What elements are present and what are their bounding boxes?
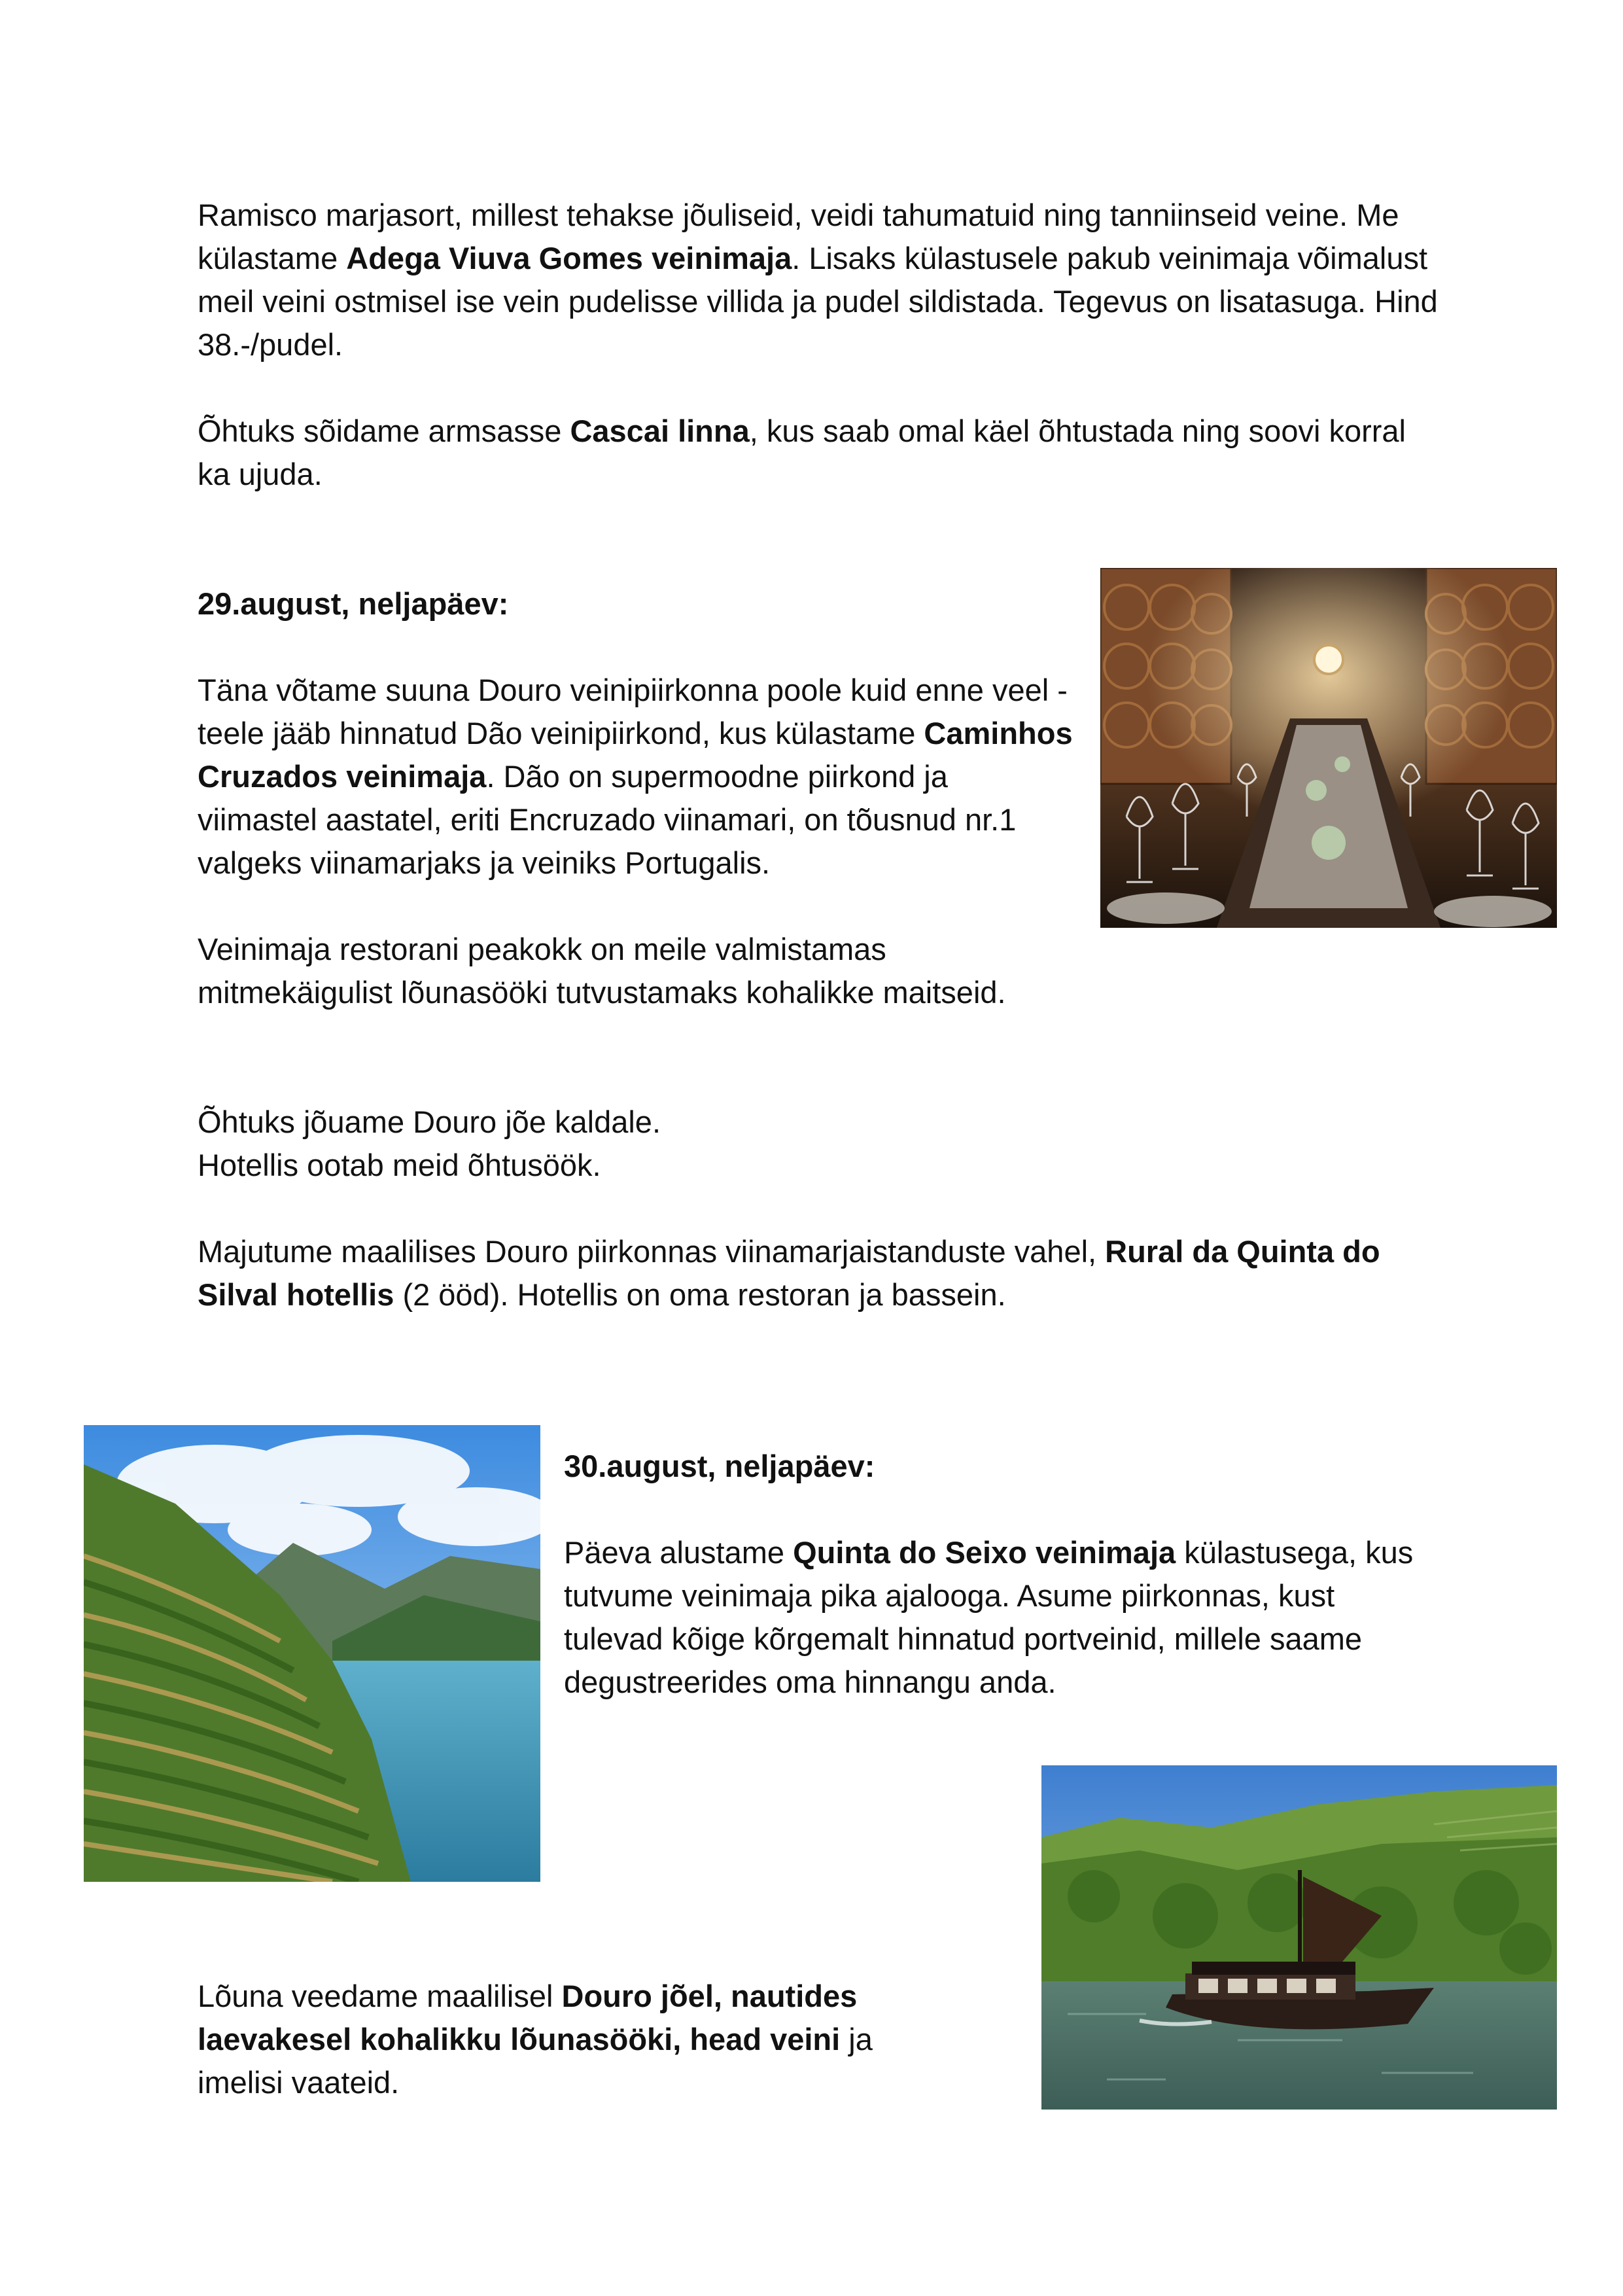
day-29-paragraph-2: Veinimaja restorani peakokk on meile valmistamas mitmekäigulist lõunasööki tutvustamaks kohalikke maitseid. [198, 932, 1006, 1010]
arrival-line: Õhtuks jõuame Douro jõe kaldale. [198, 1104, 661, 1139]
river-lunch-highlight: Douro jõel, nautides laevakesel kohalikku lõunasööki, head veini [198, 1979, 858, 2057]
day-30-heading: 30.august, neljapäev: [564, 1449, 875, 1483]
intro-paragraph-2: Õhtuks sõidame armsasse Cascai linna, kus saab omal käel õhtustada ning soovi korral ka ujuda. [198, 414, 1406, 491]
winery-name-adega: Adega Viuva Gomes veinimaja [346, 241, 792, 275]
vineyard-terraces-photo [84, 1425, 540, 1882]
day-29-heading: 29.august, neljapäev: [198, 586, 509, 621]
day-29-paragraph-1: Täna võtame suuna Douro veinipiirkonna poole kuid enne veel - teele jääb hinnatud Dão veinipiirkond, kus külastame Caminhos Cruzados veinimaja. Dão on supermoodne piirkond ja viimastel aastatel, eriti Encruzado viinamari, on tõusnud nr.1 valgeks viinamarjaks ja veiniks Portugalis. [198, 673, 1073, 880]
hotel-name: Rural da Quinta do Silval hotellis [198, 1234, 1380, 1312]
town-name-cascai: Cascai linna [570, 414, 750, 448]
winery-name-seixo: Quinta do Seixo veinimaja [793, 1535, 1176, 1570]
intro-paragraph-1: Ramisco marjasort, millest tehakse jõuliseid, veidi tahumatuid ning tanniinseid veine. Me külastame Adega Viuva Gomes veinimaja. Lisaks külastusele pakub veinimaja võimalust meil veini ostmisel ise vein pudelisse villida ja pudel sildistada. Tegevus on lisatasuga. Hind 38.-/pudel. [198, 198, 1438, 362]
river-boat-photo [1041, 1765, 1557, 2110]
dinner-line: Hotellis ootab meid õhtusöök. [198, 1148, 601, 1182]
winery-name-caminhos: Caminhos Cruzados veinimaja [198, 716, 1073, 794]
day-30-paragraph-1: Päeva alustame Quinta do Seixo veinimaja külastusega, kus tutvume veinimaja pika ajalooga. Asume piirkonnas, kust tulevad kõige kõrgemalt hinnatud portveinid, millele saame degustreerides oma hinnangu anda. [564, 1535, 1414, 1699]
day-29-paragraph-4: Majutume maalilises Douro piirkonnas viinamarjaistanduste vahel, Rural da Quinta do Silval hotellis (2 ööd). Hotellis on oma restoran ja bassein. [198, 1234, 1380, 1312]
day-30-paragraph-2: Lõuna veedame maalilisel Douro jõel, nautides laevakesel kohalikku lõunasööki, head veini ja imelisi vaateid. [198, 1979, 873, 2100]
wine-cellar-photo [1100, 568, 1557, 928]
day-29-paragraph-3 [198, 1101, 1244, 1187]
